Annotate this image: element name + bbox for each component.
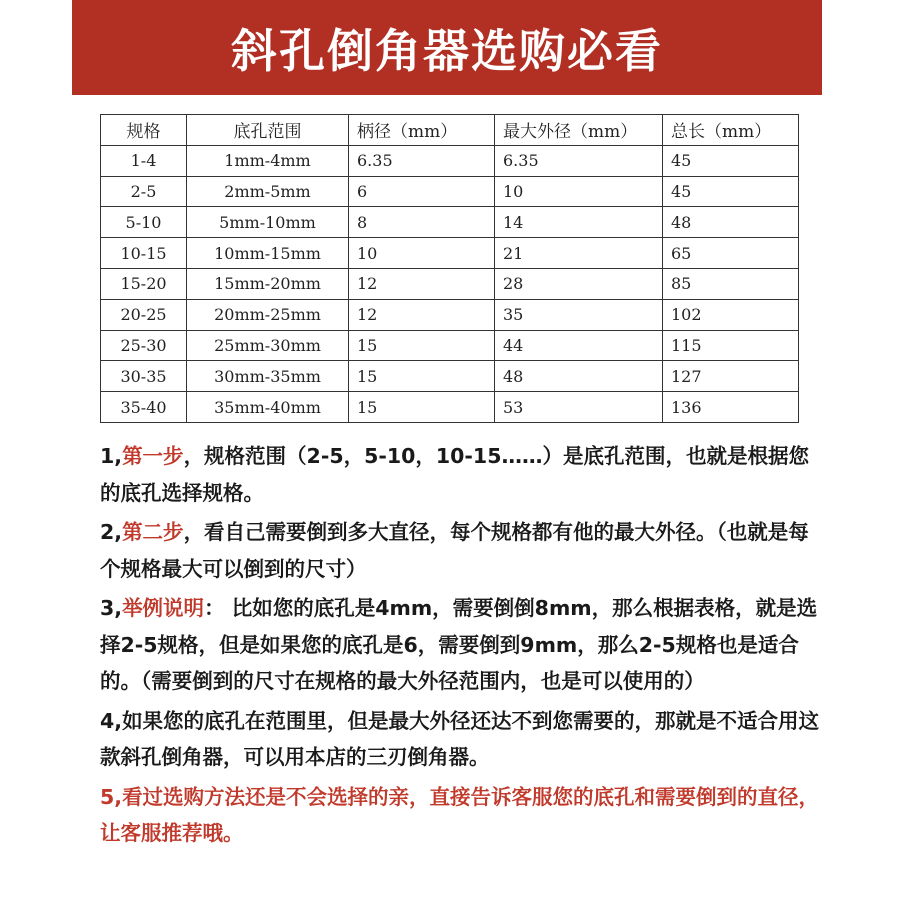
note-text: 看过选购方法还是不会选择的亲，直接告诉客服您的底孔和需要倒到的直径，让客服推荐哦。 [100, 784, 820, 845]
table-cell: 2mm-5mm [187, 176, 349, 207]
table-cell: 25mm-30mm [187, 330, 349, 361]
table-cell: 30-35 [101, 361, 187, 392]
table-cell: 10 [349, 238, 495, 269]
page-title: 斜孔倒角器选购必看 [231, 23, 663, 78]
table-cell: 45 [663, 176, 799, 207]
table-cell: 10mm-15mm [187, 238, 349, 269]
table-cell: 6.35 [349, 145, 495, 176]
table-cell: 35mm-40mm [187, 392, 349, 423]
note-highlight: 第二步 [122, 520, 184, 544]
table-cell: 12 [349, 299, 495, 330]
table-cell: 10 [495, 176, 663, 207]
note-highlight: 举例说明 [122, 596, 205, 620]
table-row [101, 268, 799, 299]
table-header-row [101, 115, 799, 146]
table-cell: 127 [663, 361, 799, 392]
table-cell: 14 [495, 207, 663, 238]
table-cell: 2-5 [101, 176, 187, 207]
table-cell: 48 [663, 207, 799, 238]
table-cell: 1mm-4mm [187, 145, 349, 176]
table-cell: 5mm-10mm [187, 207, 349, 238]
note-3 [100, 590, 820, 700]
header-cell: 最大外径（mm） [495, 115, 663, 146]
header-cell: 规格 [101, 115, 187, 146]
note-number: 1, [100, 444, 123, 468]
table-cell: 15-20 [101, 268, 187, 299]
spec-table [100, 114, 799, 423]
table-cell: 21 [495, 238, 663, 269]
header-cell: 底孔范围 [187, 115, 349, 146]
table-cell: 44 [495, 330, 663, 361]
table-cell: 15mm-20mm [187, 268, 349, 299]
note-5 [100, 779, 820, 852]
notes-list [100, 438, 820, 855]
table-cell: 6.35 [495, 145, 663, 176]
table-cell: 35-40 [101, 392, 187, 423]
note-text: ，看自己需要倒到多大直径，每个规格都有他的最大外径。（也就是每个规格最大可以倒到的尺寸） [100, 520, 809, 581]
table-cell: 28 [495, 268, 663, 299]
table-cell: 35 [495, 299, 663, 330]
table-row [101, 392, 799, 423]
table-cell: 12 [349, 268, 495, 299]
table-cell: 102 [663, 299, 799, 330]
table-cell: 30mm-35mm [187, 361, 349, 392]
table-cell: 48 [495, 361, 663, 392]
table-cell: 65 [663, 238, 799, 269]
table-cell: 8 [349, 207, 495, 238]
table-row [101, 299, 799, 330]
note-number: 2, [100, 520, 123, 544]
table-row [101, 145, 799, 176]
table-cell: 5-10 [101, 207, 187, 238]
table-cell: 25-30 [101, 330, 187, 361]
table-cell: 20mm-25mm [187, 299, 349, 330]
table-cell: 15 [349, 392, 495, 423]
table-cell: 53 [495, 392, 663, 423]
note-number: 3, [100, 596, 123, 620]
table-cell: 85 [663, 268, 799, 299]
table-row [101, 330, 799, 361]
header-cell: 柄径（mm） [349, 115, 495, 146]
table-cell: 115 [663, 330, 799, 361]
note-number: 4, [100, 708, 123, 733]
note-4 [100, 703, 820, 776]
table-cell: 6 [349, 176, 495, 207]
table-cell: 45 [663, 145, 799, 176]
title-banner [72, 0, 822, 95]
note-highlight: 第一步 [122, 444, 184, 468]
note-number: 5, [100, 784, 123, 809]
table-cell: 15 [349, 330, 495, 361]
table-cell: 15 [349, 361, 495, 392]
note-text: ，规格范围（2-5，5-10，10-15……）是底孔范围，也就是根据您的底孔选择规格。 [100, 444, 809, 505]
table-cell: 10-15 [101, 238, 187, 269]
table-row [101, 361, 799, 392]
table-cell: 136 [663, 392, 799, 423]
table-row [101, 176, 799, 207]
table-row [101, 238, 799, 269]
table-cell: 1-4 [101, 145, 187, 176]
note-text: ： 比如您的底孔是4mm，需要倒倒8mm，那么根据表格，就是选择2-5规格，但是如果您的底孔是6，需要倒到9mm，那么2-5规格也是适合的。（需要倒到的尺寸在规格的最大外径范围内，也是可以使用的） [100, 596, 818, 693]
note-text: 如果您的底孔在范围里，但是最大外径还达不到您需要的，那就是不适合用这款斜孔倒角器，可以用本店的三刃倒角器。 [100, 708, 820, 769]
header-cell: 总长（mm） [663, 115, 799, 146]
table-cell: 20-25 [101, 299, 187, 330]
note-1 [100, 438, 820, 511]
table-row [101, 207, 799, 238]
note-2 [100, 514, 820, 587]
